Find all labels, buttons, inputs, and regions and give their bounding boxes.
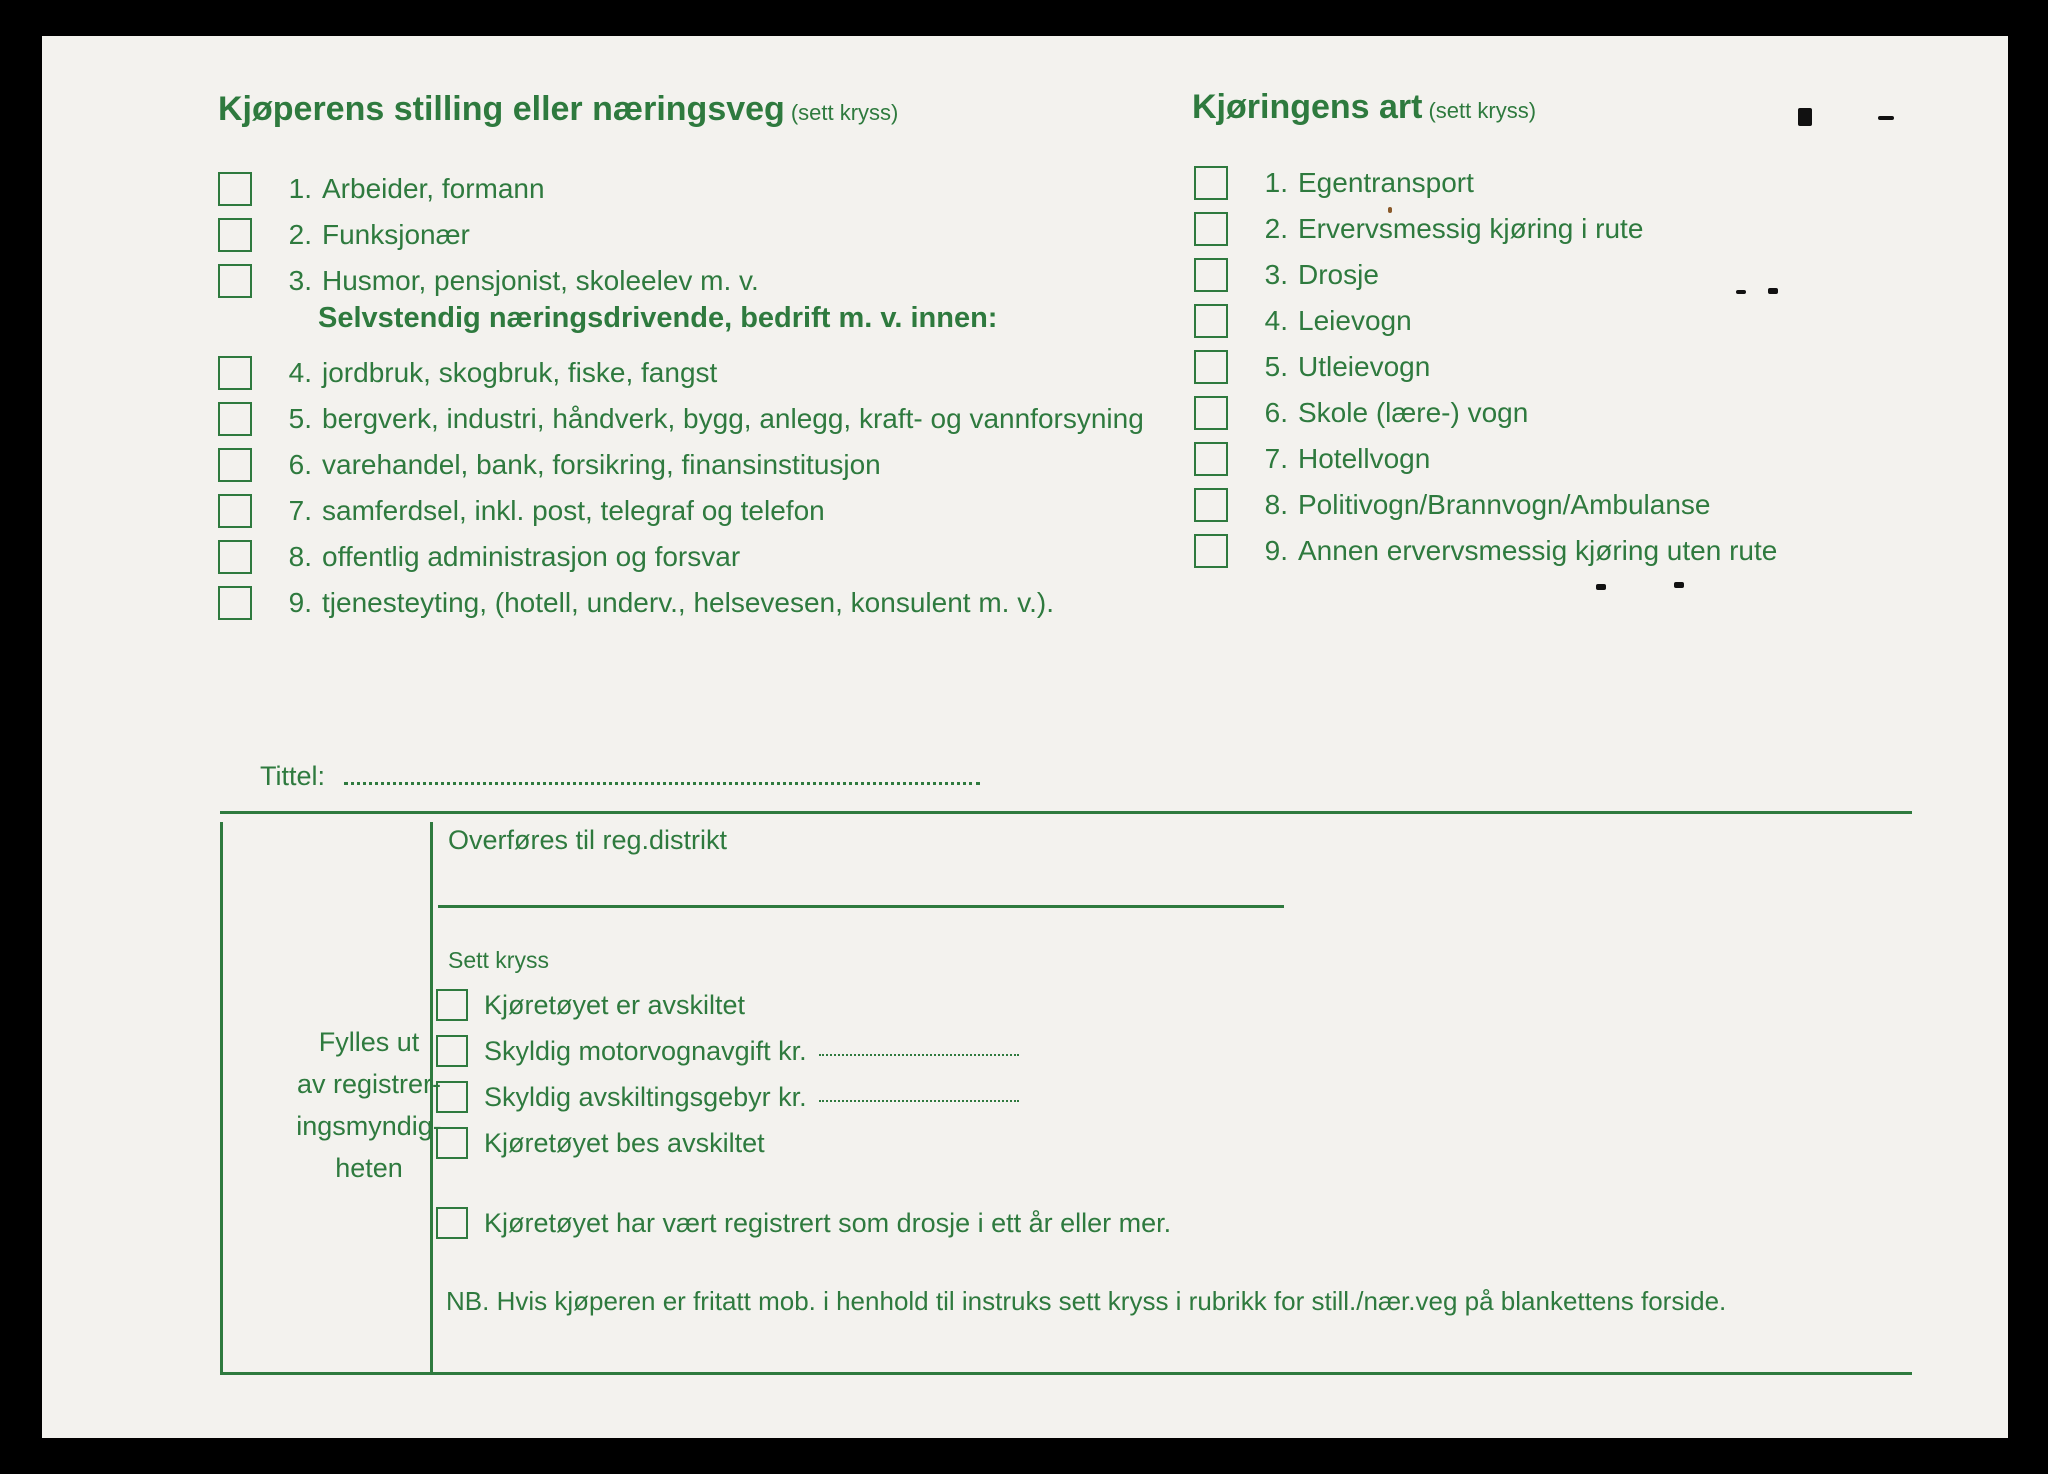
- section-title-driving-type: [1192, 88, 1536, 127]
- driving-type-title-text: Kjøringens art: [1192, 88, 1423, 126]
- option-label: Annen ervervsmessig kjøring uten rute: [1298, 535, 1778, 566]
- tittel-label: Tittel:: [260, 761, 326, 791]
- option-number: 9.: [288, 587, 312, 618]
- checkbox[interactable]: [1194, 488, 1228, 522]
- option-number: 3.: [288, 265, 312, 296]
- check-motor-vehicle-fee-owed[interactable]: [436, 1033, 1019, 1069]
- ink-speck: [1736, 290, 1746, 294]
- driving-type-option-1[interactable]: [1194, 164, 1474, 202]
- registry-box-top-rule: [220, 811, 1912, 814]
- ink-speck: [1596, 584, 1606, 590]
- checkbox[interactable]: [218, 586, 252, 620]
- checkbox[interactable]: [218, 448, 252, 482]
- option-number: 9.: [1264, 535, 1288, 566]
- checkbox[interactable]: [1194, 350, 1228, 384]
- side-label-line: ingsmyndig-: [296, 1111, 442, 1141]
- option-number: 4.: [1264, 305, 1288, 336]
- option-label: Skole (lære-) vogn: [1298, 397, 1529, 428]
- transfer-district-label: Overføres til reg.distrikt: [448, 825, 728, 855]
- transfer-district-input-line[interactable]: [438, 905, 1284, 908]
- check-label: Skyldig avskiltingsgebyr kr.: [484, 1081, 807, 1112]
- option-label: varehandel, bank, forsikring, finansinstitusjon: [322, 449, 881, 480]
- nb-note: NB. Hvis kjøperen er fritatt mob. i henhold til instruks sett kryss i rubrikk for still./nær.veg på blankettens forside.: [446, 1286, 1727, 1316]
- checkbox[interactable]: [436, 1035, 468, 1067]
- occupation-title-text: Kjøperens stilling eller næringsveg: [218, 90, 785, 128]
- driving-type-option-6[interactable]: [1194, 394, 1528, 432]
- checkbox[interactable]: [218, 540, 252, 574]
- option-number: 3.: [1264, 259, 1288, 290]
- driving-type-option-5[interactable]: [1194, 348, 1430, 386]
- option-label: Husmor, pensjonist, skoleelev m. v.: [322, 265, 759, 296]
- side-label-line: Fylles ut: [318, 1027, 420, 1057]
- option-number: 5.: [1264, 351, 1288, 382]
- check-vehicle-deregistered[interactable]: [436, 987, 745, 1023]
- check-vehicle-to-be-deregistered[interactable]: [436, 1125, 765, 1161]
- occupation-option-5[interactable]: [218, 400, 1144, 438]
- section-title-occupation: [218, 90, 898, 129]
- ink-speck: [1388, 207, 1392, 213]
- check-label: Kjøretøyet bes avskiltet: [484, 1127, 765, 1158]
- option-label: Politivogn/Brannvogn/Ambulanse: [1298, 489, 1711, 520]
- occupation-option-1[interactable]: [218, 170, 545, 208]
- check-registered-as-taxi[interactable]: [436, 1205, 1171, 1241]
- ink-speck: [1768, 288, 1778, 294]
- checkbox[interactable]: [1194, 396, 1228, 430]
- occupation-option-7[interactable]: [218, 492, 825, 530]
- amount-input-line[interactable]: [819, 1100, 1019, 1102]
- driving-type-option-7[interactable]: [1194, 440, 1430, 478]
- checkbox[interactable]: [218, 218, 252, 252]
- registry-box-bottom-rule: [220, 1372, 1912, 1375]
- registry-box-left-rule: [220, 822, 223, 1374]
- side-label-line: heten: [335, 1153, 403, 1183]
- checkbox[interactable]: [436, 1127, 468, 1159]
- amount-input-line[interactable]: [819, 1054, 1019, 1056]
- option-label: Hotellvogn: [1298, 443, 1431, 474]
- checkbox[interactable]: [436, 1081, 468, 1113]
- checkbox[interactable]: [218, 494, 252, 528]
- option-number: 5.: [288, 403, 312, 434]
- ink-speck: [1674, 582, 1684, 588]
- driving-type-option-3[interactable]: [1194, 256, 1379, 294]
- option-number: 1.: [1264, 167, 1288, 198]
- ink-speck: [1878, 116, 1894, 120]
- option-number: 6.: [1264, 397, 1288, 428]
- option-label: Leievogn: [1298, 305, 1412, 336]
- checkbox[interactable]: [218, 402, 252, 436]
- option-label: offentlig administrasjon og forsvar: [322, 541, 741, 572]
- option-label: tjenesteyting, (hotell, underv., helsevesen, konsulent m. v.).: [322, 587, 1055, 618]
- option-label: Egentransport: [1298, 167, 1474, 198]
- driving-type-option-4[interactable]: [1194, 302, 1412, 340]
- checkbox[interactable]: [218, 264, 252, 298]
- checkbox[interactable]: [1194, 212, 1228, 246]
- checkbox[interactable]: [218, 172, 252, 206]
- ink-speck: [1798, 108, 1812, 126]
- driving-type-title-hint: (sett kryss): [1428, 98, 1537, 123]
- self-employed-subheading: Selvstendig næringsdrivende, bedrift m. v. innen:: [318, 302, 998, 334]
- sett-kryss-label: Sett kryss: [448, 947, 549, 973]
- occupation-option-3[interactable]: [218, 262, 759, 300]
- driving-type-option-2[interactable]: [1194, 210, 1643, 248]
- option-label: jordbruk, skogbruk, fiske, fangst: [322, 357, 718, 388]
- option-label: Funksjonær: [322, 219, 470, 250]
- form-sheet: [42, 36, 2008, 1438]
- tittel-input-line[interactable]: [344, 782, 980, 785]
- checkbox[interactable]: [436, 989, 468, 1021]
- option-label: bergverk, industri, håndverk, bygg, anlegg, kraft- og vannforsyning: [322, 403, 1144, 434]
- occupation-option-9[interactable]: [218, 584, 1054, 622]
- option-number: 8.: [1264, 489, 1288, 520]
- checkbox[interactable]: [218, 356, 252, 390]
- option-number: 8.: [288, 541, 312, 572]
- check-deregistration-fee-owed[interactable]: [436, 1079, 1019, 1115]
- check-label: Kjøretøyet er avskiltet: [484, 989, 746, 1020]
- occupation-title-hint: (sett kryss): [790, 100, 899, 125]
- option-number: 7.: [1264, 443, 1288, 474]
- checkbox[interactable]: [1194, 258, 1228, 292]
- option-number: 1.: [288, 173, 312, 204]
- option-label: Ervervsmessig kjøring i rute: [1298, 213, 1644, 244]
- checkbox[interactable]: [1194, 304, 1228, 338]
- check-label: Skyldig motorvognavgift kr.: [484, 1035, 807, 1066]
- occupation-option-6[interactable]: [218, 446, 881, 484]
- checkbox[interactable]: [436, 1207, 468, 1239]
- option-number: 2.: [1264, 213, 1288, 244]
- option-label: Arbeider, formann: [322, 173, 545, 204]
- option-number: 2.: [288, 219, 312, 250]
- occupation-option-8[interactable]: [218, 538, 740, 576]
- side-label-line: av registrer-: [296, 1069, 442, 1099]
- occupation-option-2[interactable]: [218, 216, 470, 254]
- check-label: Kjøretøyet har vært registrert som drosje i ett år eller mer.: [484, 1207, 1172, 1238]
- option-label: Utleievogn: [1298, 351, 1431, 382]
- occupation-option-4[interactable]: [218, 354, 717, 392]
- driving-type-option-8[interactable]: [1194, 486, 1710, 524]
- option-number: 4.: [288, 357, 312, 388]
- option-label: samferdsel, inkl. post, telegraf og telefon: [322, 495, 825, 526]
- option-label: Drosje: [1298, 259, 1379, 290]
- checkbox[interactable]: [1194, 534, 1228, 568]
- checkbox[interactable]: [1194, 166, 1228, 200]
- option-number: 7.: [288, 495, 312, 526]
- driving-type-option-9[interactable]: [1194, 532, 1777, 570]
- checkbox[interactable]: [1194, 442, 1228, 476]
- option-number: 6.: [288, 449, 312, 480]
